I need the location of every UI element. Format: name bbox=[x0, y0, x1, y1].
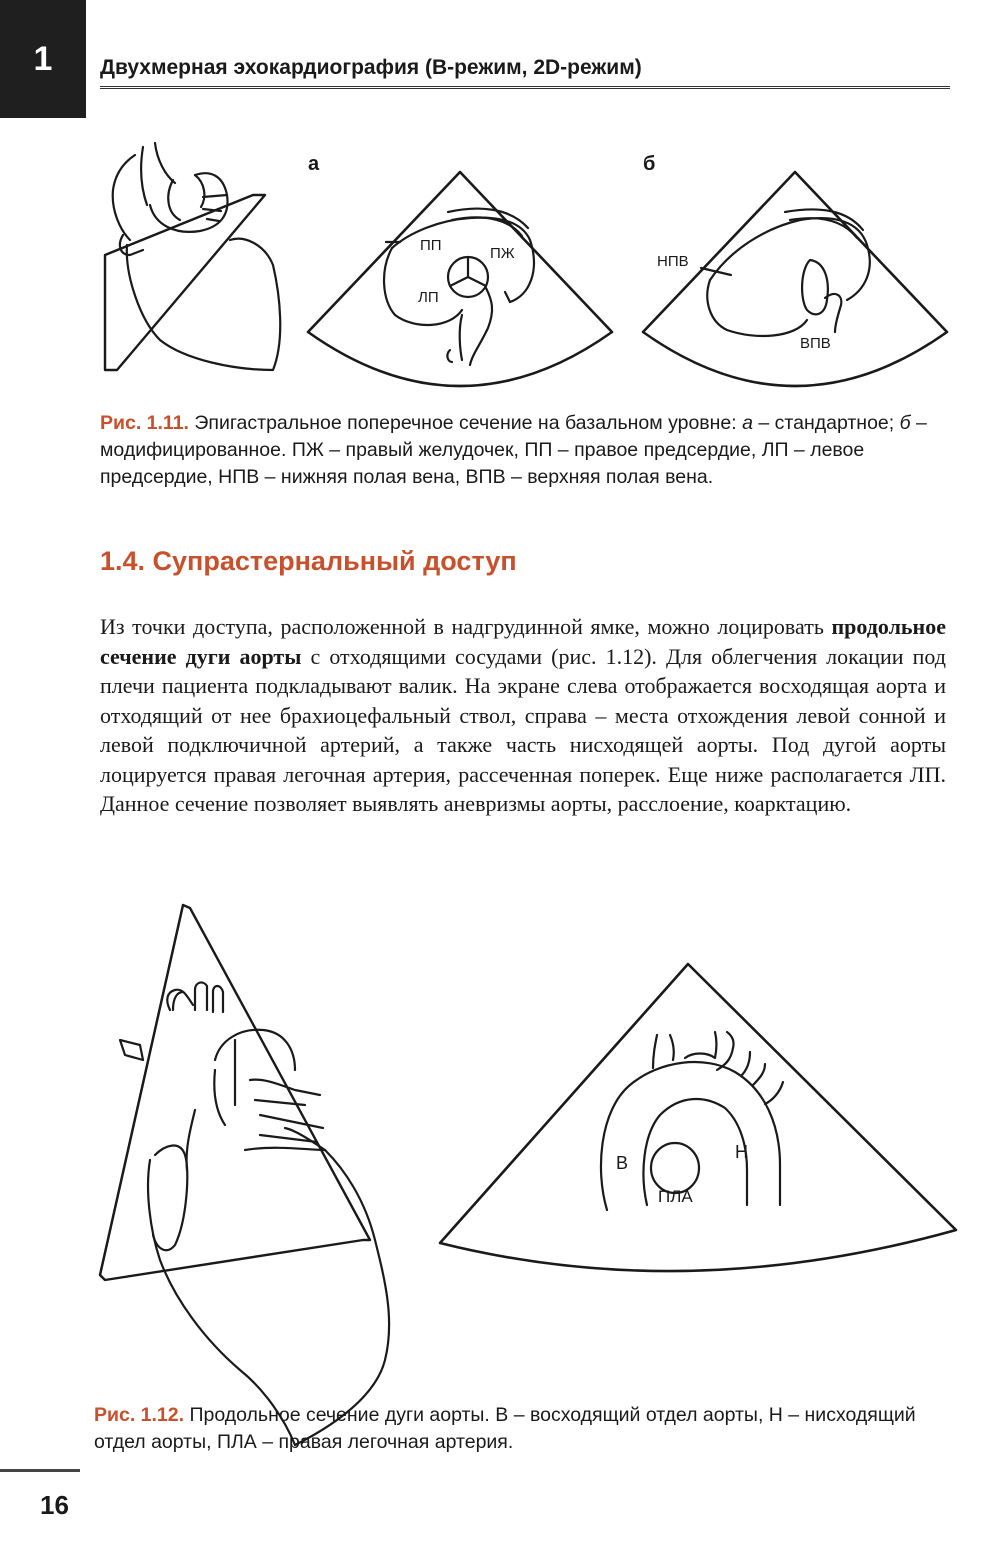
body-text-segment: с отходящими сосудами (рис. 1.12). Для облегчения локации под плечи пациента подкладывают валик. На экране слева отображается восходящая аорта и отходящий от нее брахиоцефальный ствол, справа – места отхождения левой сонной и левой подключичной артерий, а также часть нисходящей аорты. Под дугой аорты лоцируется правая легочная артерия, рассеченная поперек. Еще ниже располагается ЛП. Данное сечение позволяет выявлять аневризмы аорты, расслоение, коарктацию. bbox=[100, 643, 946, 816]
label-v: В bbox=[616, 1153, 629, 1173]
figure-1-12-caption-label: Рис. 1.12. bbox=[94, 1404, 185, 1426]
page-number: 16 bbox=[40, 1490, 69, 1520]
label-n: Н bbox=[735, 1142, 748, 1162]
label-pzh: ПЖ bbox=[490, 245, 515, 262]
body-bold-term: продольное сечение дуги аорты bbox=[100, 614, 946, 669]
figure-1-11-caption bbox=[100, 410, 948, 491]
label-pla: ПЛА bbox=[658, 1187, 693, 1206]
figure-1-12-sector bbox=[435, 960, 960, 1290]
figure-1-11-panel-a bbox=[300, 150, 620, 400]
caption-text: – модифицированное. ПЖ – правый желудочек, ПП – правое предсердие, ЛП – левое предсердие, НПВ – нижняя полая вена, ВПВ – верхняя полая вена. bbox=[100, 412, 927, 488]
label-lp: ЛП bbox=[418, 289, 439, 306]
label-pp: ПП bbox=[420, 237, 442, 254]
figure-1-11-heart-plane-diagram bbox=[95, 135, 295, 385]
panel-b-letter: б bbox=[643, 153, 656, 175]
body-text-segment: Из точки доступа, расположенной в надгрудинной ямке, можно лоцировать bbox=[100, 614, 832, 639]
caption-text: Эпигастральное поперечное сечение на базальном уровне: bbox=[188, 412, 743, 434]
panel-a-letter: а bbox=[308, 153, 320, 175]
figure-1-12-caption bbox=[94, 1402, 944, 1456]
caption-italic-b: б bbox=[899, 412, 911, 434]
caption-text: – стандартное; bbox=[752, 412, 900, 434]
footer-rule bbox=[0, 1469, 80, 1472]
label-vpv: ВПВ bbox=[800, 335, 831, 352]
label-npv: НПВ bbox=[657, 253, 689, 270]
caption-text: Продольное сечение дуги аорты. В – восходящий отдел аорты, Н – нисходящий отдел аорты, ПЛА – правая легочная артерия. bbox=[94, 1404, 916, 1453]
running-title: Двухмерная эхокардиография (В-режим, 2D-режим) bbox=[100, 56, 642, 79]
body-paragraph bbox=[100, 612, 946, 819]
header-rule bbox=[100, 86, 950, 89]
figure-1-12-heart-plane-diagram bbox=[95, 900, 440, 1460]
figure-1-11-caption-label: Рис. 1.11. bbox=[100, 412, 189, 434]
caption-italic-a: а bbox=[742, 412, 753, 434]
chapter-number-box: 1 bbox=[0, 0, 86, 118]
figure-1-11-panel-b bbox=[635, 150, 955, 400]
section-title: 1.4. Супрастернальный доступ bbox=[100, 546, 517, 576]
